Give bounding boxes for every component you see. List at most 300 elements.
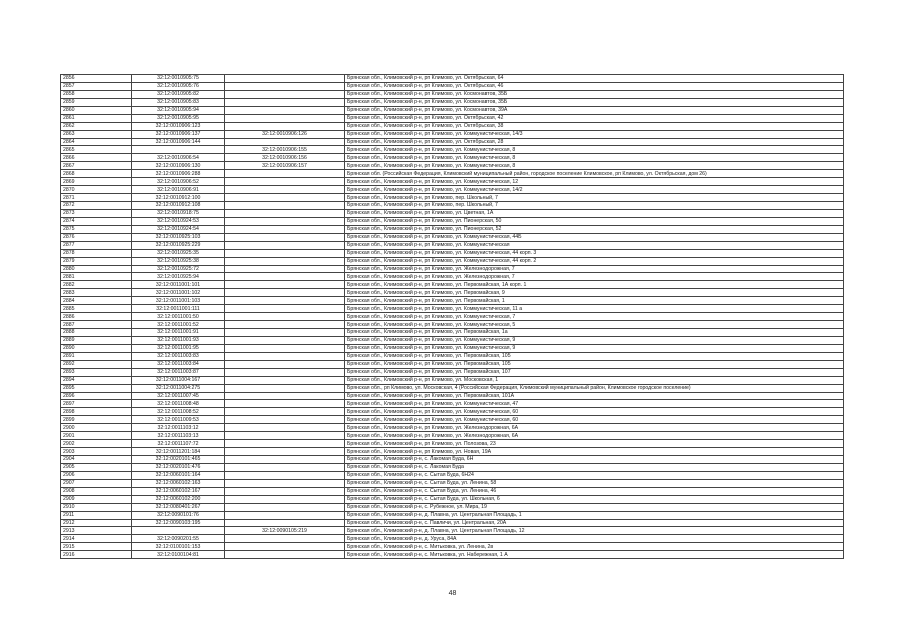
- table-row: [61, 305, 844, 313]
- cadastral-number-cell: 32:12:0010906:54: [132, 154, 225, 162]
- address-cell: Брянская обл., Климовский р-н, рп Климово, ул. Коммунистическая, 9: [345, 344, 844, 352]
- cadastral-number-cell: 32:12:0011003:83: [132, 352, 225, 360]
- address-cell: Брянская обл., Климовский р-н, рп Климово, ул. Московская, 1: [345, 376, 844, 384]
- cadastral-number-cell: 32:12:0010905:95: [132, 114, 225, 122]
- cadastral-number-cell: 32:12:0010906:123: [132, 122, 225, 130]
- address-cell: Брянская обл., Климовский р-н, с. Митьковка, ул. Ленина, 2в: [345, 543, 844, 551]
- row-number-cell: 2872: [61, 202, 132, 210]
- row-number-cell: 2916: [61, 551, 132, 559]
- table-row: [61, 551, 844, 559]
- cadastral-number-cell: 32:12:0011001:50: [132, 313, 225, 321]
- cadastral-number-cell: 32:12:0010906:130: [132, 162, 225, 170]
- row-number-cell: 2877: [61, 241, 132, 249]
- table-row: [61, 543, 844, 551]
- parent-cadastral-number-cell: [225, 225, 345, 233]
- row-number-cell: 2889: [61, 336, 132, 344]
- parent-cadastral-number-cell: [225, 487, 345, 495]
- cadastral-number-cell: 32:12:0020101:465: [132, 456, 225, 464]
- row-number-cell: 2857: [61, 82, 132, 90]
- row-number-cell: 2906: [61, 471, 132, 479]
- parent-cadastral-number-cell: [225, 249, 345, 257]
- cadastral-number-cell: 32:12:0010905:75: [132, 75, 225, 83]
- row-number-cell: 2914: [61, 535, 132, 543]
- parent-cadastral-number-cell: [225, 98, 345, 106]
- parent-cadastral-number-cell: 32:12:0010906:155: [225, 146, 345, 154]
- address-cell: Брянская обл., Климовский р-н, рп Климово, ул. Цветная, 1А: [345, 209, 844, 217]
- address-cell: Брянская обл., Климовский р-н, рп Климово, ул. Коммунистическая, 14/2: [345, 186, 844, 194]
- cadastral-number-cell: 32:12:0060102:163: [132, 479, 225, 487]
- cadastral-number-cell: 32:12:0011001:95: [132, 344, 225, 352]
- parent-cadastral-number-cell: 32:12:0010906:156: [225, 154, 345, 162]
- address-cell: Брянская обл., Климовский р-н, с. Сытая Буда, ул. Ленина, 58: [345, 479, 844, 487]
- row-number-cell: 2859: [61, 98, 132, 106]
- row-number-cell: 2888: [61, 329, 132, 337]
- cadastral-number-cell: 32:12:0010906:144: [132, 138, 225, 146]
- cadastral-number-cell: 32:12:0010925:72: [132, 265, 225, 273]
- address-cell: Брянская обл., Климовский р-н, с. Лакомая Буда, 6Н: [345, 456, 844, 464]
- row-number-cell: 2909: [61, 495, 132, 503]
- cadastral-number-cell: 32:12:0011001:111: [132, 305, 225, 313]
- cadastral-number-cell: 32:12:0011001:102: [132, 289, 225, 297]
- parent-cadastral-number-cell: [225, 297, 345, 305]
- address-cell: Брянская обл., Климовский р-н, с. Сытая Буда, 6Н24: [345, 471, 844, 479]
- cadastral-number-cell: 32:12:0010905:83: [132, 98, 225, 106]
- table-row: [61, 281, 844, 289]
- address-cell: Брянская обл., Климовский р-н, рп Климово, ул. Космонавтов, 39А: [345, 106, 844, 114]
- parent-cadastral-number-cell: [225, 551, 345, 559]
- address-cell: Брянская обл., Климовский р-н, с. Рубежное, ул. Мира, 19: [345, 503, 844, 511]
- table-row: [61, 424, 844, 432]
- address-cell: Брянская обл., Климовский р-н, с. Павличи, ул. Центральная, 20А: [345, 519, 844, 527]
- parent-cadastral-number-cell: [225, 209, 345, 217]
- cadastral-number-cell: 32:12:0011001:93: [132, 336, 225, 344]
- registry-table-body: [61, 75, 844, 559]
- table-row: [61, 138, 844, 146]
- address-cell: Брянская обл., Климовский р-н, рп Климово, ул. Новая, 19А: [345, 448, 844, 456]
- address-cell: Брянская обл., Климовский р-н, рп Климово, ул. Первомайская, 9: [345, 289, 844, 297]
- row-number-cell: 2869: [61, 178, 132, 186]
- table-row: [61, 440, 844, 448]
- address-cell: Брянская обл., Климовский р-н, рп Климово, ул. Коммунистическая, 60: [345, 416, 844, 424]
- row-number-cell: 2895: [61, 384, 132, 392]
- row-number-cell: 2912: [61, 519, 132, 527]
- row-number-cell: 2910: [61, 503, 132, 511]
- address-cell: Брянская обл., Климовский р-н, рп Климово, ул. Железнодорожная, 7: [345, 273, 844, 281]
- address-cell: Брянская обл., Климовский р-н, рп Климово, ул. Полозова, 23: [345, 440, 844, 448]
- parent-cadastral-number-cell: [225, 456, 345, 464]
- row-number-cell: 2867: [61, 162, 132, 170]
- table-row: [61, 344, 844, 352]
- row-number-cell: 2880: [61, 265, 132, 273]
- table-row: [61, 186, 844, 194]
- parent-cadastral-number-cell: [225, 471, 345, 479]
- cadastral-number-cell: 32:12:0011107:72: [132, 440, 225, 448]
- cadastral-number-cell: 32:12:0011008:48: [132, 400, 225, 408]
- table-row: [61, 336, 844, 344]
- row-number-cell: 2908: [61, 487, 132, 495]
- table-row: [61, 352, 844, 360]
- table-row: [61, 384, 844, 392]
- parent-cadastral-number-cell: [225, 543, 345, 551]
- table-row: [61, 511, 844, 519]
- table-row: [61, 432, 844, 440]
- cadastral-number-cell: 32:12:0011001:91: [132, 329, 225, 337]
- parent-cadastral-number-cell: [225, 408, 345, 416]
- row-number-cell: 2871: [61, 194, 132, 202]
- cadastral-number-cell: 32:12:0090201:55: [132, 535, 225, 543]
- parent-cadastral-number-cell: [225, 344, 345, 352]
- table-row: [61, 233, 844, 241]
- parent-cadastral-number-cell: [225, 519, 345, 527]
- parent-cadastral-number-cell: [225, 289, 345, 297]
- cadastral-number-cell: 32:12:0010912:100: [132, 194, 225, 202]
- cadastral-number-cell: 32:12:0090103:195: [132, 519, 225, 527]
- cadastral-number-cell: 32:12:0011007:45: [132, 392, 225, 400]
- cadastral-number-cell: 32:12:0010924:54: [132, 225, 225, 233]
- parent-cadastral-number-cell: [225, 106, 345, 114]
- address-cell: Брянская обл., Климовский р-н, рп Климово, ул. Коммунистическая, 8: [345, 162, 844, 170]
- address-cell: Брянская обл., Климовский р-н, рп Климово, ул. Октябрьская, 64: [345, 75, 844, 83]
- address-cell: Брянская обл., Климовский р-н, рп Климово, ул. Коммунистическая, 7: [345, 313, 844, 321]
- parent-cadastral-number-cell: [225, 336, 345, 344]
- row-number-cell: 2899: [61, 416, 132, 424]
- row-number-cell: 2856: [61, 75, 132, 83]
- row-number-cell: 2881: [61, 273, 132, 281]
- table-row: [61, 503, 844, 511]
- row-number-cell: 2878: [61, 249, 132, 257]
- address-cell: Брянская обл., Климовский р-н, рп Климово, ул. Первомайская, 1а: [345, 329, 844, 337]
- row-number-cell: 2902: [61, 440, 132, 448]
- parent-cadastral-number-cell: [225, 75, 345, 83]
- row-number-cell: 2898: [61, 408, 132, 416]
- table-row: [61, 122, 844, 130]
- parent-cadastral-number-cell: [225, 360, 345, 368]
- parent-cadastral-number-cell: [225, 178, 345, 186]
- parent-cadastral-number-cell: [225, 392, 345, 400]
- parent-cadastral-number-cell: [225, 448, 345, 456]
- table-row: [61, 487, 844, 495]
- parent-cadastral-number-cell: [225, 440, 345, 448]
- parent-cadastral-number-cell: [225, 202, 345, 210]
- address-cell: Брянская обл., Климовский р-н, рп Климово, ул. Коммунистическая, 44Б: [345, 233, 844, 241]
- parent-cadastral-number-cell: [225, 535, 345, 543]
- row-number-cell: 2885: [61, 305, 132, 313]
- table-row: [61, 321, 844, 329]
- table-row: [61, 479, 844, 487]
- address-cell: Брянская обл., Климовский р-н, рп Климово, ул. Коммунистическая, 8: [345, 154, 844, 162]
- cadastral-number-cell: 32:12:0011004:275: [132, 384, 225, 392]
- row-number-cell: 2860: [61, 106, 132, 114]
- parent-cadastral-number-cell: [225, 305, 345, 313]
- parent-cadastral-number-cell: 32:12:0010906:157: [225, 162, 345, 170]
- address-cell: Брянская обл., Климовский р-н, рп Климово, ул. Коммунистическая, 44 корп. 2: [345, 257, 844, 265]
- cadastral-number-cell: 32:12:0080401:267: [132, 503, 225, 511]
- row-number-cell: 2904: [61, 456, 132, 464]
- row-number-cell: 2905: [61, 463, 132, 471]
- row-number-cell: 2876: [61, 233, 132, 241]
- parent-cadastral-number-cell: [225, 265, 345, 273]
- cadastral-number-cell: 32:12:0011001:103: [132, 297, 225, 305]
- row-number-cell: 2891: [61, 352, 132, 360]
- cadastral-number-cell: 32:12:0010918:75: [132, 209, 225, 217]
- table-row: [61, 376, 844, 384]
- address-cell: Брянская обл., Климовский р-н, рп Климово, ул. Коммунистическая, 14/3: [345, 130, 844, 138]
- cadastral-number-cell: 32:12:0011001:52: [132, 321, 225, 329]
- address-cell: Брянская обл., Климовский р-н, рп Климово, ул. Космонавтов, 35Б: [345, 98, 844, 106]
- table-row: [61, 98, 844, 106]
- cadastral-number-cell: 32:12:0010912:108: [132, 202, 225, 210]
- cadastral-number-cell: 32:12:0011004:167: [132, 376, 225, 384]
- row-number-cell: 2887: [61, 321, 132, 329]
- table-row: [61, 146, 844, 154]
- cadastral-number-cell: 32:12:0010925:38: [132, 257, 225, 265]
- address-cell: Брянская обл., Климовский р-н, рп Климово, ул. Пионерская, 50: [345, 217, 844, 225]
- parent-cadastral-number-cell: [225, 217, 345, 225]
- table-row: [61, 170, 844, 178]
- row-number-cell: 2893: [61, 368, 132, 376]
- parent-cadastral-number-cell: [225, 241, 345, 249]
- address-cell: Брянская обл., Климовский р-н, рп Климово, ул. Октябрьская, 46: [345, 82, 844, 90]
- address-cell: Брянская обл., Климовский р-н, рп Климово, ул. Первомайская, 105: [345, 360, 844, 368]
- parent-cadastral-number-cell: [225, 352, 345, 360]
- row-number-cell: 2900: [61, 424, 132, 432]
- row-number-cell: 2886: [61, 313, 132, 321]
- cadastral-number-cell: [132, 146, 225, 154]
- table-row: [61, 178, 844, 186]
- cadastral-number-cell: 32:12:0010905:94: [132, 106, 225, 114]
- row-number-cell: 2890: [61, 344, 132, 352]
- cadastral-number-cell: 32:12:0011003:87: [132, 368, 225, 376]
- address-cell: Брянская обл., Климовский р-н, рп Климово, ул. Коммунистическая, 8: [345, 146, 844, 154]
- row-number-cell: 2870: [61, 186, 132, 194]
- address-cell: Брянская обл., Климовский р-н, рп Климово, ул. Железнодорожная, 7: [345, 265, 844, 273]
- table-row: [61, 360, 844, 368]
- table-row: [61, 463, 844, 471]
- cadastral-number-cell: 32:12:0060102:167: [132, 487, 225, 495]
- cadastral-number-cell: 32:12:0011103:13: [132, 432, 225, 440]
- parent-cadastral-number-cell: [225, 495, 345, 503]
- cadastral-number-cell: 32:12:0010905:76: [132, 82, 225, 90]
- table-row: [61, 82, 844, 90]
- table-row: [61, 194, 844, 202]
- table-row: [61, 448, 844, 456]
- parent-cadastral-number-cell: [225, 321, 345, 329]
- address-cell: Брянская обл., Климовский р-н, с. Сытая Буда, ул. Школьная, 6: [345, 495, 844, 503]
- parent-cadastral-number-cell: [225, 400, 345, 408]
- parent-cadastral-number-cell: [225, 424, 345, 432]
- row-number-cell: 2875: [61, 225, 132, 233]
- cadastral-number-cell: [132, 527, 225, 535]
- row-number-cell: 2868: [61, 170, 132, 178]
- cadastral-number-cell: 32:12:0010924:53: [132, 217, 225, 225]
- parent-cadastral-number-cell: [225, 503, 345, 511]
- address-cell: Брянская обл., Климовский р-н, рп Климово, ул. Первомайская, 1: [345, 297, 844, 305]
- table-row: [61, 249, 844, 257]
- address-cell: Брянская обл., Климовский р-н, д. Уруса, 84А: [345, 535, 844, 543]
- table-row: [61, 535, 844, 543]
- table-row: [61, 225, 844, 233]
- table-row: [61, 217, 844, 225]
- cadastral-number-cell: 32:12:0010925:229: [132, 241, 225, 249]
- cadastral-number-cell: 32:12:0010925:103: [132, 233, 225, 241]
- parent-cadastral-number-cell: [225, 233, 345, 241]
- cadastral-number-cell: 32:12:0011001:101: [132, 281, 225, 289]
- row-number-cell: 2892: [61, 360, 132, 368]
- table-row: [61, 519, 844, 527]
- table-row: [61, 162, 844, 170]
- address-cell: Брянская обл., Климовский р-н, рп Климово, ул. Железнодорожная, 6А: [345, 424, 844, 432]
- table-row: [61, 313, 844, 321]
- row-number-cell: 2874: [61, 217, 132, 225]
- page-number: 48: [448, 590, 457, 597]
- table-row: [61, 416, 844, 424]
- address-cell: Брянская обл., Климовский р-н, д. Плавна, ул. Центральная Площадь, 12: [345, 527, 844, 535]
- row-number-cell: 2901: [61, 432, 132, 440]
- table-row: [61, 527, 844, 535]
- cadastral-number-cell: 32:12:0010906:91: [132, 186, 225, 194]
- address-cell: Брянская обл., Климовский р-н, с. Лакомая Буда: [345, 463, 844, 471]
- row-number-cell: 2879: [61, 257, 132, 265]
- parent-cadastral-number-cell: [225, 114, 345, 122]
- table-row: [61, 471, 844, 479]
- cadastral-number-cell: 32:12:0100101:153: [132, 543, 225, 551]
- parent-cadastral-number-cell: [225, 138, 345, 146]
- row-number-cell: 2911: [61, 511, 132, 519]
- table-row: [61, 408, 844, 416]
- parent-cadastral-number-cell: [225, 170, 345, 178]
- row-number-cell: 2865: [61, 146, 132, 154]
- parent-cadastral-number-cell: [225, 194, 345, 202]
- address-cell: Брянская обл., Климовский р-н, рп Климово, ул. Коммунистическая: [345, 241, 844, 249]
- table-row: [61, 241, 844, 249]
- address-cell: Брянская обл., Климовский р-н, с. Сытая Буда, ул. Ленина, 46: [345, 487, 844, 495]
- address-cell: Брянская обл., Климовский р-н, рп Климово, ул. Пионерская, 52: [345, 225, 844, 233]
- parent-cadastral-number-cell: [225, 90, 345, 98]
- row-number-cell: 2882: [61, 281, 132, 289]
- cadastral-number-cell: 32:12:0100104:81: [132, 551, 225, 559]
- row-number-cell: 2896: [61, 392, 132, 400]
- row-number-cell: 2866: [61, 154, 132, 162]
- parent-cadastral-number-cell: [225, 368, 345, 376]
- row-number-cell: 2907: [61, 479, 132, 487]
- cadastral-number-cell: 32:12:0010906:137: [132, 130, 225, 138]
- table-row: [61, 154, 844, 162]
- address-cell: Брянская обл., Климовский р-н, рп Климово, ул. Октябрьская, 42: [345, 114, 844, 122]
- table-row: [61, 273, 844, 281]
- address-cell: Брянская обл., Климовский р-н, рп Климово, ул. Коммунистическая, 11 а: [345, 305, 844, 313]
- parent-cadastral-number-cell: [225, 273, 345, 281]
- row-number-cell: 2864: [61, 138, 132, 146]
- table-row: [61, 495, 844, 503]
- row-number-cell: 2861: [61, 114, 132, 122]
- address-cell: Брянская обл. (Российская Федерация, Климовский муниципальный район, городское поселение Климовское, рп Климово, ул. Октябрьская, дом 26): [345, 170, 844, 178]
- parent-cadastral-number-cell: [225, 432, 345, 440]
- parent-cadastral-number-cell: [225, 511, 345, 519]
- parent-cadastral-number-cell: [225, 463, 345, 471]
- row-number-cell: 2903: [61, 448, 132, 456]
- address-cell: Брянская обл., Климовский р-н, рп Климово, ул. Октябрьская, 28: [345, 138, 844, 146]
- cadastral-number-cell: 32:12:0011201:184: [132, 448, 225, 456]
- table-row: [61, 297, 844, 305]
- parent-cadastral-number-cell: [225, 329, 345, 337]
- parent-cadastral-number-cell: [225, 82, 345, 90]
- parent-cadastral-number-cell: [225, 384, 345, 392]
- cadastral-number-cell: 32:12:0010905:82: [132, 90, 225, 98]
- row-number-cell: 2862: [61, 122, 132, 130]
- row-number-cell: 2873: [61, 209, 132, 217]
- cadastral-number-cell: 32:12:0010925:94: [132, 273, 225, 281]
- address-cell: Брянская обл., Климовский р-н, рп Климово, ул. Коммунистическая, 5: [345, 321, 844, 329]
- address-cell: Брянская обл., Климовский р-н, рп Климово, ул. Коммунистическая, 9: [345, 336, 844, 344]
- table-row: [61, 202, 844, 210]
- parent-cadastral-number-cell: [225, 257, 345, 265]
- cadastral-number-cell: 32:12:0010906:52: [132, 178, 225, 186]
- parent-cadastral-number-cell: 32:12:0010906:126: [225, 130, 345, 138]
- address-cell: Брянская обл., Климовский р-н, рп Климово, пер. Школьный, 7: [345, 194, 844, 202]
- address-cell: Брянская обл., Климовский р-н, рп Климово, ул. Коммунистическая, 47: [345, 400, 844, 408]
- address-cell: Брянская обл., Климовский р-н, рп Климово, ул. Коммунистическая, 60: [345, 408, 844, 416]
- cadastral-number-cell: 32:12:0090101:76: [132, 511, 225, 519]
- table-row: [61, 75, 844, 83]
- table-row: [61, 368, 844, 376]
- address-cell: Брянская обл., Климовский р-н, д. Плавна, ул. Центральная Площадь, 1: [345, 511, 844, 519]
- parent-cadastral-number-cell: [225, 122, 345, 130]
- cadastral-number-cell: 32:12:0060101:164: [132, 471, 225, 479]
- parent-cadastral-number-cell: [225, 186, 345, 194]
- address-cell: Брянская обл., Климовский р-н, рп Климово, пер. Школьный, 7: [345, 202, 844, 210]
- cadastral-number-cell: 32:12:0011008:52: [132, 408, 225, 416]
- table-row: [61, 90, 844, 98]
- row-number-cell: 2884: [61, 297, 132, 305]
- row-number-cell: 2897: [61, 400, 132, 408]
- table-row: [61, 130, 844, 138]
- row-number-cell: 2894: [61, 376, 132, 384]
- table-row: [61, 456, 844, 464]
- table-row: [61, 392, 844, 400]
- cadastral-number-cell: 32:12:0020101:476: [132, 463, 225, 471]
- address-cell: Брянская обл., Климовский р-н, рп Климово, ул. Октябрьская, 38: [345, 122, 844, 130]
- parent-cadastral-number-cell: [225, 479, 345, 487]
- table-row: [61, 106, 844, 114]
- address-cell: Брянская обл., Климовский р-н, рп Климово, ул. Первомайская, 105: [345, 352, 844, 360]
- cadastral-number-cell: 32:12:0010906:288: [132, 170, 225, 178]
- address-cell: Брянская обл., Климовский р-н, рп Климово, ул. Коммунистическая, 12: [345, 178, 844, 186]
- address-cell: Брянская обл., Климовский р-н, рп Климово, ул. Коммунистическая, 44 корп. 3: [345, 249, 844, 257]
- row-number-cell: 2913: [61, 527, 132, 535]
- address-cell: Брянская обл., Климовский р-н, рп Климово, ул. Космонавтов, 35Б: [345, 90, 844, 98]
- address-cell: Брянская обл., рп Климово, ул. Московская, 4 (Российская Федерация, Климовский муниципальный район, Климовское городское поселение): [345, 384, 844, 392]
- address-cell: Брянская обл., Климовский р-н, рп Климово, ул. Железнодорожная, 6А: [345, 432, 844, 440]
- table-row: [61, 289, 844, 297]
- parent-cadastral-number-cell: [225, 416, 345, 424]
- table-row: [61, 265, 844, 273]
- row-number-cell: 2858: [61, 90, 132, 98]
- cadastral-number-cell: 32:12:0060102:200: [132, 495, 225, 503]
- address-cell: Брянская обл., Климовский р-н, рп Климово, ул. Первомайская, 101А: [345, 392, 844, 400]
- cadastral-number-cell: 32:12:0011003:84: [132, 360, 225, 368]
- cadastral-number-cell: 32:12:0011103:12: [132, 424, 225, 432]
- row-number-cell: 2915: [61, 543, 132, 551]
- parent-cadastral-number-cell: [225, 281, 345, 289]
- address-cell: Брянская обл., Климовский р-н, рп Климово, ул. Первомайская, 107: [345, 368, 844, 376]
- address-cell: Брянская обл., Климовский р-н, рп Климово, ул. Первомайская, 1А корп. 1: [345, 281, 844, 289]
- table-row: [61, 114, 844, 122]
- cadastral-number-cell: 32:12:0011009:53: [132, 416, 225, 424]
- row-number-cell: 2863: [61, 130, 132, 138]
- registry-table: [60, 74, 844, 559]
- parent-cadastral-number-cell: 32:12:0090105:219: [225, 527, 345, 535]
- table-row: [61, 209, 844, 217]
